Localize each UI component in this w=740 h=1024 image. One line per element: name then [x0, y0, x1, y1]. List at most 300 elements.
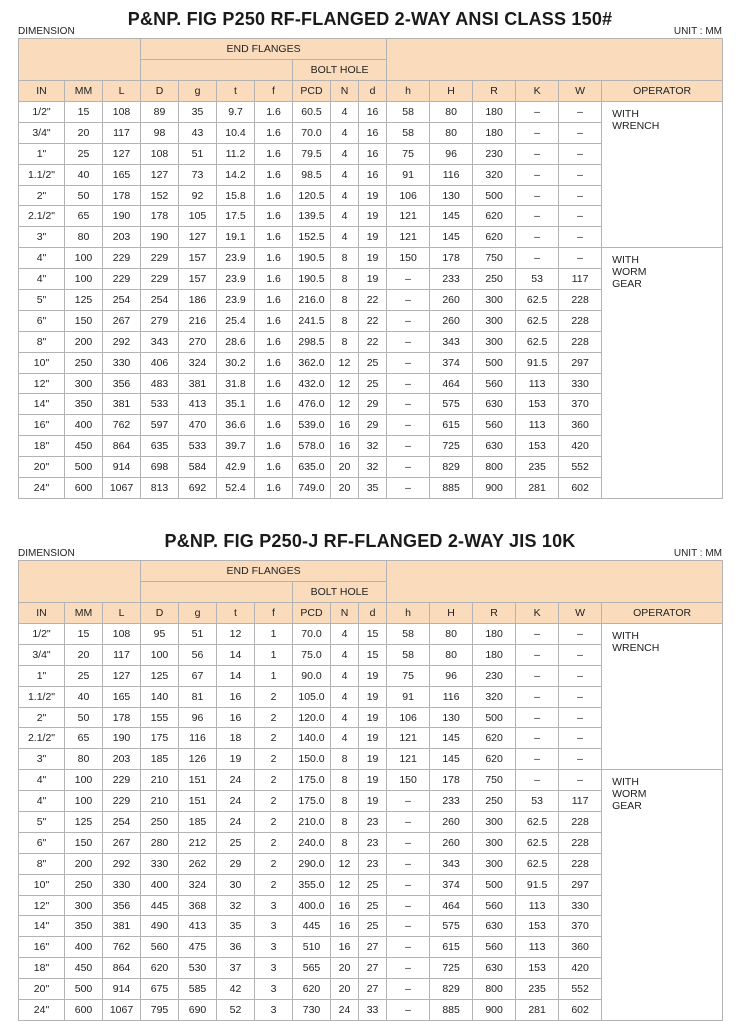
- dimension-table: [18, 560, 723, 1021]
- table-cell: 20: [65, 644, 103, 665]
- header-blank: [387, 561, 723, 603]
- column-header: N: [331, 81, 359, 102]
- table-cell: 23: [359, 832, 387, 853]
- table-cell: 25: [359, 373, 387, 394]
- table-cell: 290.0: [293, 853, 331, 874]
- table-cell: 675: [141, 979, 179, 1000]
- table-cell: 229: [103, 770, 141, 791]
- column-header: t: [217, 603, 255, 624]
- table-cell: 37: [217, 958, 255, 979]
- column-header: OPERATOR: [602, 603, 723, 624]
- table-cell: 575: [430, 916, 473, 937]
- table-cell: 560: [141, 937, 179, 958]
- table-cell: 250: [141, 812, 179, 833]
- table-cell: 2: [255, 749, 293, 770]
- table-cell: 100: [141, 644, 179, 665]
- table-cell: –: [559, 164, 602, 185]
- table-cell: 16: [331, 415, 359, 436]
- table-cell: 190.5: [293, 248, 331, 269]
- table-cell: 43: [179, 122, 217, 143]
- table-cell: 18": [19, 436, 65, 457]
- table-cell: 229: [141, 269, 179, 290]
- table-cell: 81: [179, 686, 217, 707]
- column-header: IN: [19, 603, 65, 624]
- table-cell: 12": [19, 373, 65, 394]
- table-cell: 22: [359, 310, 387, 331]
- table-cell: 19: [359, 269, 387, 290]
- table-cell: 297: [559, 352, 602, 373]
- table-cell: 229: [103, 248, 141, 269]
- table-cell: 165: [103, 164, 141, 185]
- dimension-table: [18, 38, 723, 499]
- table-title: P&NP. FIG P250-J RF-FLANGED 2-WAY JIS 10K: [164, 531, 576, 551]
- title-bar: [18, 0, 722, 38]
- table-cell: 20: [331, 958, 359, 979]
- table-cell: 24": [19, 1000, 65, 1021]
- table-cell: 16: [217, 686, 255, 707]
- header-blank: [19, 561, 141, 603]
- table-cell: 24": [19, 478, 65, 499]
- table-cell: 33: [359, 1000, 387, 1021]
- table-cell: 180: [473, 122, 516, 143]
- table-cell: 620: [293, 979, 331, 1000]
- table-cell: 18": [19, 958, 65, 979]
- table-cell: 80: [430, 122, 473, 143]
- table-cell: –: [559, 102, 602, 123]
- table-cell: 180: [473, 102, 516, 123]
- table-cell: 96: [430, 665, 473, 686]
- column-header: N: [331, 603, 359, 624]
- table-cell: 533: [141, 394, 179, 415]
- table-cell: 121: [387, 728, 430, 749]
- table-cell: 80: [430, 102, 473, 123]
- table-cell: 450: [65, 436, 103, 457]
- table-cell: 4: [331, 728, 359, 749]
- table-cell: 79.5: [293, 143, 331, 164]
- table-cell: 92: [179, 185, 217, 206]
- table-cell: 5": [19, 290, 65, 311]
- table-cell: 121: [387, 749, 430, 770]
- table-cell: 113: [516, 415, 559, 436]
- table-cell: 250: [65, 352, 103, 373]
- table-cell: –: [516, 122, 559, 143]
- table-cell: 108: [103, 624, 141, 645]
- table-cell: –: [387, 937, 430, 958]
- table-cell: 400.0: [293, 895, 331, 916]
- table-row: [19, 248, 723, 269]
- table-cell: 620: [473, 227, 516, 248]
- table-cell: 8: [331, 269, 359, 290]
- column-header: d: [359, 81, 387, 102]
- table-cell: –: [387, 1000, 430, 1021]
- table-cell: 121: [387, 227, 430, 248]
- table-cell: 324: [179, 352, 217, 373]
- column-header: R: [473, 81, 516, 102]
- table-cell: 1.1/2": [19, 686, 65, 707]
- column-header: MM: [65, 603, 103, 624]
- table-cell: 100: [65, 248, 103, 269]
- table-cell: 1/2": [19, 102, 65, 123]
- table-cell: 600: [65, 478, 103, 499]
- table-cell: 615: [430, 937, 473, 958]
- table-cell: 186: [179, 290, 217, 311]
- table-cell: 914: [103, 979, 141, 1000]
- table-cell: 1.6: [255, 102, 293, 123]
- table-cell: 1.6: [255, 331, 293, 352]
- table-cell: 300: [473, 310, 516, 331]
- table-cell: 185: [141, 749, 179, 770]
- table-cell: 75: [387, 665, 430, 686]
- header-blank: [141, 60, 293, 81]
- table-cell: 15: [359, 624, 387, 645]
- table-cell: 267: [103, 310, 141, 331]
- table-cell: 300: [473, 853, 516, 874]
- table-cell: 113: [516, 895, 559, 916]
- table-cell: –: [387, 310, 430, 331]
- table-cell: 615: [430, 415, 473, 436]
- dimension-label: DIMENSION: [18, 548, 75, 559]
- table-cell: 235: [516, 979, 559, 1000]
- table-cell: 130: [430, 707, 473, 728]
- table-cell: 560: [473, 937, 516, 958]
- table-cell: 3": [19, 227, 65, 248]
- table-cell: –: [516, 143, 559, 164]
- table-cell: 600: [65, 1000, 103, 1021]
- table-cell: 19: [359, 770, 387, 791]
- table-cell: 16: [359, 164, 387, 185]
- table-cell: 3/4": [19, 644, 65, 665]
- column-header: IN: [19, 81, 65, 102]
- table-cell: 5": [19, 812, 65, 833]
- table-cell: 178: [141, 206, 179, 227]
- table-cell: 16": [19, 937, 65, 958]
- table-cell: 690: [179, 1000, 217, 1021]
- table-cell: 2: [255, 707, 293, 728]
- table-cell: 8: [331, 331, 359, 352]
- table-cell: –: [559, 686, 602, 707]
- table-cell: 23.9: [217, 248, 255, 269]
- table-cell: 500: [473, 352, 516, 373]
- table-cell: 4: [331, 185, 359, 206]
- table-cell: 330: [559, 895, 602, 916]
- table-cell: 32: [359, 436, 387, 457]
- table-cell: 51: [179, 624, 217, 645]
- table-cell: –: [559, 707, 602, 728]
- table-cell: 4: [331, 102, 359, 123]
- table-cell: –: [387, 874, 430, 895]
- table-cell: 70.0: [293, 122, 331, 143]
- table-cell: 1067: [103, 1000, 141, 1021]
- table-cell: –: [516, 707, 559, 728]
- table-cell: 400: [65, 937, 103, 958]
- table-cell: 155: [141, 707, 179, 728]
- table-cell: 180: [473, 624, 516, 645]
- table-cell: 35: [359, 478, 387, 499]
- table-cell: 190: [103, 206, 141, 227]
- table-cell: 216: [179, 310, 217, 331]
- table-cell: 121: [387, 206, 430, 227]
- table-cell: 500: [473, 185, 516, 206]
- table-cell: 22: [359, 290, 387, 311]
- table-cell: 1.6: [255, 122, 293, 143]
- column-header: f: [255, 81, 293, 102]
- table-cell: 62.5: [516, 331, 559, 352]
- table-cell: 483: [141, 373, 179, 394]
- table-cell: 1.6: [255, 185, 293, 206]
- table-cell: 500: [65, 979, 103, 1000]
- table-cell: –: [516, 665, 559, 686]
- table-cell: 914: [103, 457, 141, 478]
- header-bolt-hole: BOLT HOLE: [293, 582, 387, 603]
- table-cell: 490: [141, 916, 179, 937]
- table-cell: 254: [141, 290, 179, 311]
- table-cell: 75: [387, 143, 430, 164]
- table-cell: 228: [559, 832, 602, 853]
- table-cell: 602: [559, 478, 602, 499]
- table-body: [19, 102, 723, 499]
- table-cell: 67: [179, 665, 217, 686]
- header-end-flanges: END FLANGES: [141, 561, 387, 582]
- table-cell: 15.8: [217, 185, 255, 206]
- table-cell: 795: [141, 1000, 179, 1021]
- table-cell: 16: [331, 895, 359, 916]
- table-cell: –: [387, 290, 430, 311]
- column-header: h: [387, 603, 430, 624]
- table-cell: 400: [65, 415, 103, 436]
- table-cell: 750: [473, 770, 516, 791]
- table-cell: 2.1/2": [19, 206, 65, 227]
- column-header: R: [473, 603, 516, 624]
- column-header: PCD: [293, 603, 331, 624]
- table-cell: 96: [179, 707, 217, 728]
- table-cell: 175.0: [293, 770, 331, 791]
- table-cell: 180: [473, 644, 516, 665]
- table-cell: 2: [255, 791, 293, 812]
- table-cell: 260: [430, 812, 473, 833]
- table-cell: 19: [359, 248, 387, 269]
- table-cell: 356: [103, 895, 141, 916]
- table-cell: 16": [19, 415, 65, 436]
- table-cell: 280: [141, 832, 179, 853]
- table-cell: 98.5: [293, 164, 331, 185]
- table-cell: 4: [331, 665, 359, 686]
- table-cell: 900: [473, 478, 516, 499]
- table-cell: 20: [331, 478, 359, 499]
- column-header: MM: [65, 81, 103, 102]
- table-cell: 35: [217, 916, 255, 937]
- table-cell: 445: [141, 895, 179, 916]
- table-cell: 127: [103, 143, 141, 164]
- table-cell: 343: [430, 331, 473, 352]
- table-cell: 413: [179, 916, 217, 937]
- table-cell: 8": [19, 853, 65, 874]
- table-cell: 105.0: [293, 686, 331, 707]
- table-cell: 762: [103, 415, 141, 436]
- table-cell: 14: [217, 644, 255, 665]
- table-cell: 117: [559, 269, 602, 290]
- table-cell: –: [387, 958, 430, 979]
- table-cell: 39.7: [217, 436, 255, 457]
- table-cell: 51: [179, 143, 217, 164]
- table-cell: –: [559, 749, 602, 770]
- table-cell: 1.6: [255, 143, 293, 164]
- table-cell: 185: [179, 812, 217, 833]
- table-cell: 8: [331, 791, 359, 812]
- table-cell: 1: [255, 665, 293, 686]
- table-cell: 62.5: [516, 310, 559, 331]
- table-cell: 260: [430, 832, 473, 853]
- table-cell: 80: [65, 749, 103, 770]
- table-cell: 3: [255, 1000, 293, 1021]
- table-cell: 565: [293, 958, 331, 979]
- table-cell: 229: [103, 791, 141, 812]
- table-cell: 10": [19, 874, 65, 895]
- table-cell: 30.2: [217, 352, 255, 373]
- table-cell: 95: [141, 624, 179, 645]
- table-cell: 25: [65, 143, 103, 164]
- table-cell: –: [387, 269, 430, 290]
- table-cell: 2: [255, 874, 293, 895]
- table-cell: 560: [473, 895, 516, 916]
- table-cell: 560: [473, 415, 516, 436]
- table-cell: 1.6: [255, 436, 293, 457]
- table-cell: 15: [359, 644, 387, 665]
- table-cell: 3/4": [19, 122, 65, 143]
- table-cell: 89: [141, 102, 179, 123]
- table-cell: 4": [19, 791, 65, 812]
- table-cell: 281: [516, 478, 559, 499]
- table-cell: 100: [65, 791, 103, 812]
- table-cell: –: [387, 394, 430, 415]
- table-cell: –: [516, 686, 559, 707]
- table-cell: 730: [293, 1000, 331, 1021]
- table-cell: 330: [103, 874, 141, 895]
- column-header: h: [387, 81, 430, 102]
- table-cell: 24: [217, 770, 255, 791]
- table-cell: 62.5: [516, 290, 559, 311]
- table-cell: –: [387, 457, 430, 478]
- table-cell: 116: [179, 728, 217, 749]
- table-cell: 475: [179, 937, 217, 958]
- table-cell: 140: [141, 686, 179, 707]
- table-cell: 106: [387, 185, 430, 206]
- table-cell: 374: [430, 874, 473, 895]
- table-cell: 145: [430, 206, 473, 227]
- table-cell: 27: [359, 937, 387, 958]
- table-cell: 228: [559, 853, 602, 874]
- table-cell: 19: [359, 791, 387, 812]
- table-cell: 31.8: [217, 373, 255, 394]
- table-cell: 75.0: [293, 644, 331, 665]
- table-cell: 153: [516, 436, 559, 457]
- table-cell: 150: [387, 248, 430, 269]
- table-cell: 4: [331, 164, 359, 185]
- table-body: [19, 624, 723, 1021]
- table-cell: 578.0: [293, 436, 331, 457]
- table-cell: –: [516, 749, 559, 770]
- table-cell: 1.6: [255, 415, 293, 436]
- table-cell: 450: [65, 958, 103, 979]
- table-cell: 14": [19, 916, 65, 937]
- operator-cell: WITH WRENCH: [602, 102, 723, 248]
- table-cell: 420: [559, 958, 602, 979]
- table-cell: 1": [19, 665, 65, 686]
- table-cell: 14.2: [217, 164, 255, 185]
- table-cell: 297: [559, 874, 602, 895]
- table-row: [19, 770, 723, 791]
- table-cell: –: [516, 728, 559, 749]
- table-cell: 25.4: [217, 310, 255, 331]
- operator-cell: WITH WORM GEAR: [602, 248, 723, 499]
- table-cell: 267: [103, 832, 141, 853]
- table-cell: 575: [430, 394, 473, 415]
- table-cell: 27: [359, 979, 387, 1000]
- table-cell: 140.0: [293, 728, 331, 749]
- table-cell: 15: [65, 624, 103, 645]
- table-cell: 3: [255, 916, 293, 937]
- jis-section: [18, 522, 722, 1021]
- table-cell: 210: [141, 791, 179, 812]
- table-cell: 212: [179, 832, 217, 853]
- table-cell: 8: [331, 310, 359, 331]
- table-cell: 1067: [103, 478, 141, 499]
- table-cell: 4": [19, 269, 65, 290]
- table-cell: 12": [19, 895, 65, 916]
- table-cell: –: [516, 227, 559, 248]
- table-cell: –: [516, 248, 559, 269]
- table-cell: 105: [179, 206, 217, 227]
- table-cell: 30: [217, 874, 255, 895]
- table-cell: 17.5: [217, 206, 255, 227]
- table-cell: 14: [217, 665, 255, 686]
- table-cell: 19: [359, 728, 387, 749]
- table-cell: 829: [430, 979, 473, 1000]
- table-cell: 692: [179, 478, 217, 499]
- table-cell: 1/2": [19, 624, 65, 645]
- table-cell: 157: [179, 269, 217, 290]
- table-cell: 350: [65, 916, 103, 937]
- table-cell: 16: [331, 436, 359, 457]
- table-cell: 250: [473, 791, 516, 812]
- table-cell: 300: [65, 373, 103, 394]
- column-header: D: [141, 81, 179, 102]
- table-cell: 374: [430, 352, 473, 373]
- table-cell: 530: [179, 958, 217, 979]
- table-cell: 749.0: [293, 478, 331, 499]
- table-cell: 3: [255, 895, 293, 916]
- table-cell: 178: [103, 185, 141, 206]
- table-cell: 1: [255, 624, 293, 645]
- table-cell: –: [559, 185, 602, 206]
- table-cell: 24: [217, 812, 255, 833]
- table-cell: 630: [473, 436, 516, 457]
- table-cell: 885: [430, 1000, 473, 1021]
- table-cell: 4: [331, 686, 359, 707]
- table-cell: 20": [19, 457, 65, 478]
- column-header: W: [559, 603, 602, 624]
- table-cell: 762: [103, 937, 141, 958]
- table-cell: 100: [65, 770, 103, 791]
- table-cell: 53: [516, 269, 559, 290]
- table-cell: –: [516, 102, 559, 123]
- table-cell: –: [387, 895, 430, 916]
- unit-label: UNIT : MM: [673, 26, 722, 37]
- table-cell: 32: [359, 457, 387, 478]
- table-cell: 125: [65, 290, 103, 311]
- table-cell: –: [387, 478, 430, 499]
- table-cell: 4: [331, 624, 359, 645]
- table-cell: 42: [217, 979, 255, 1000]
